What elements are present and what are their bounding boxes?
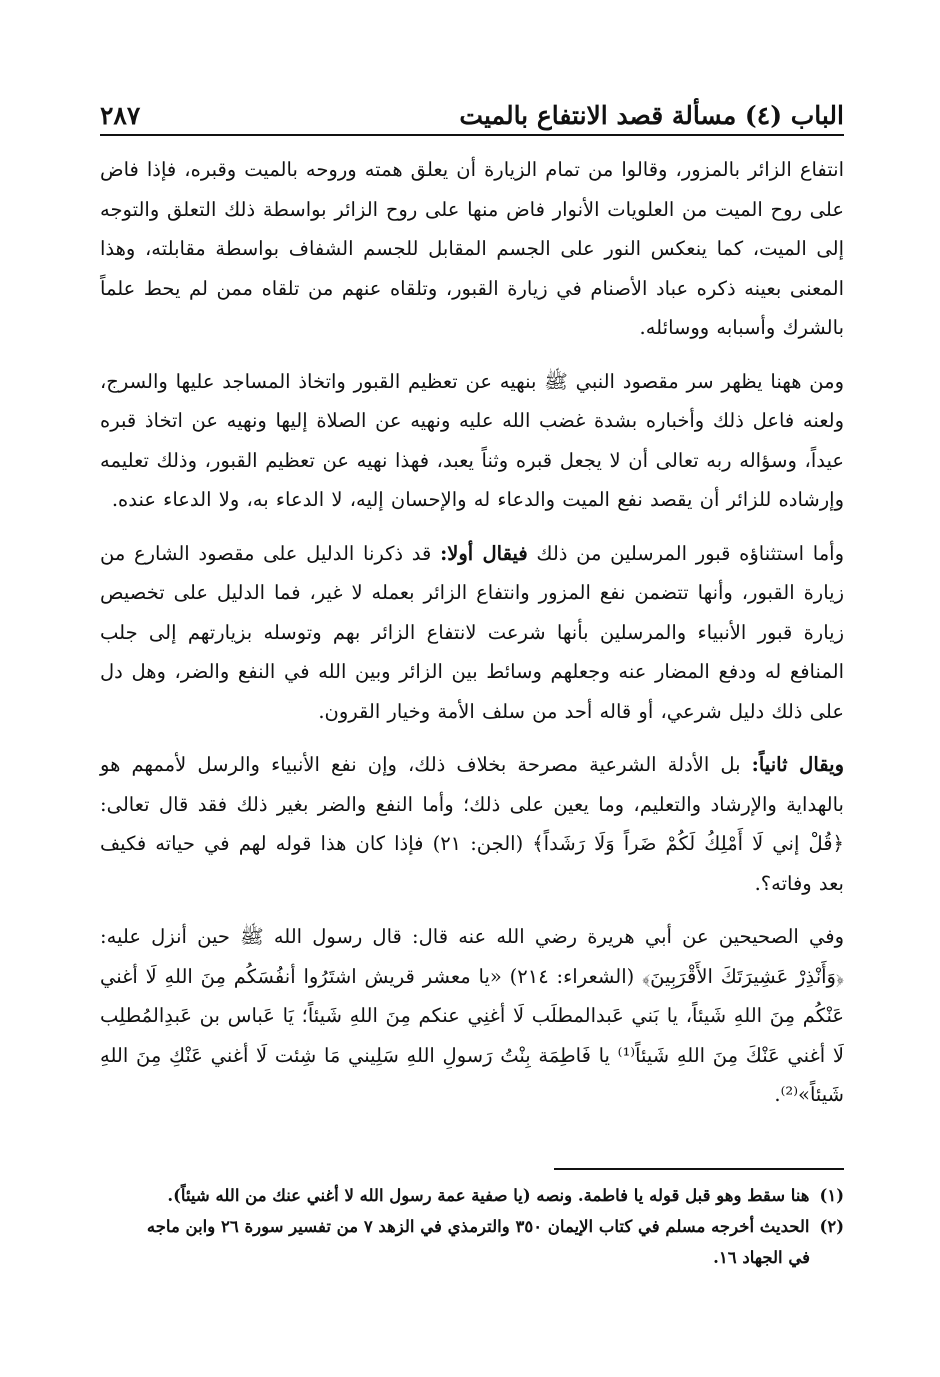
paragraph-1-text: انتفاع الزائر بالمزور، وقالوا من تمام الزيارة أن يعلق همته وروحه بالميت وقبره، فإذا فاض على روح الميت من العلويات الأنوار فاض منها على روح الزائر بواسطة ذلك التعلق والتوجه إلى الميت، كما ينعكس النور على الجسم المقابل للجسم الشفاف بواسطة مقابلته، وهذا المعنى بعينه ذكره عباد الأصنام في زيارة القبور، وتلقاه عنهم من تلقاه ممن لم يحط علماً بالشرك وأسبابه ووسائله.	[100, 158, 844, 339]
footnote-2-continuation-text: في الجهاد ١٦.	[713, 1248, 810, 1267]
paragraph-4	[100, 745, 844, 903]
footnote-2	[100, 1211, 844, 1242]
header-divider	[100, 134, 844, 136]
paragraph-5	[100, 917, 844, 1115]
footnote-2-number: (٢)	[819, 1217, 844, 1236]
footnote-divider	[554, 1168, 844, 1170]
paragraph-4-text: بل الأدلة الشرعية مصرحة بخلاف ذلك، وإن نفع الأنبياء والرسل لأممهم هو بالهداية والإرشاد والتعليم، وما يعين على ذلك؛ وأما النفع والضر بغير ذلك فقد قال تعالى: ﴿قُلْ إني لَا أَمْلِكُ لَكُمْ ضَراً وَلَا رَشَداً﴾ (الجن: ٢١) فإذا كان هذا قوله لهم في حياته فكيف بعد وفاته؟.	[100, 753, 844, 895]
paragraph-2-text: ومن ههنا يظهر سر مقصود النبي ﷺ بنهيه عن تعظيم القبور واتخاذ المساجد عليها والسرج، ولعنه فاعل ذلك وأخباره بشدة غضب الله عليه ونهيه عن الصلاة إليها ونهيه عن اتخاذ قبره عيداً، وسؤاله ربه تعالى أن لا يجعل قبره وثناً يعبد، فهذا نهيه عن تعظيم القبور، وذلك تعليمه وإرشاده للزائر أن يقصد نفع الميت والدعاء له والإحسان إليه، لا الدعاء به، ولا الدعاء عنده.	[100, 369, 844, 511]
paragraph-5-text: وفي الصحيحين عن أبي هريرة رضي الله عنه قال: قال رسول الله ﷺ حين أنزل عليه: ﴿وَأَنْذِرْ عَشِيرَتَكَ الأَقْرَبِينَ﴾ (الشعراء: ٢١٤) «يا معشر قريش اشتَرُوا أنفُسَكُم مِنَ اللهِ لَا أغني عَنْكُم مِنَ اللهِ شَيئاً، يا بَني عَبدالمطلَب لَا أغنِي عنكم مِنَ اللهِ شَيئاً؛ يَا عَباس بن عَبدِالمُطلِب لَا أغني عَنْكَ مِنَ اللهِ شَيئاً⁽¹⁾ يا فَاطِمَة بِنْتُ رَسولِ اللهِ سَلِيني مَا شِئت لَا أغني عَنْكِ مِنَ اللهِ شَيئاً»⁽²⁾.	[100, 925, 845, 1106]
paragraph-3-text: قد ذكرنا الدليل على مقصود الشارع من زيارة القبور، وأنها تتضمن نفع المزور وانتفاع الزائر بعمله لا غير، فما الدليل على تخصيص زيارة قبور الأنبياء والمرسلين بأنها شرعت لانتفاع الزائر بهم وتوسله بزيارتهم إلى جلب المنافع له ودفع المضار عنه وجعلهم وسائط بين الزائر وبين الله في النفع والضر، وهل دل على ذلك دليل شرعي، أو قاله أحد من سلف الأمة وخيار القرون.	[100, 541, 844, 723]
footnote-1-number: (١)	[819, 1186, 844, 1205]
paragraph-3	[100, 534, 844, 732]
page-body	[100, 150, 844, 1129]
running-head	[100, 96, 844, 130]
paragraph-4-bold-lead: ويقال ثانياً:	[751, 753, 844, 776]
paragraph-2	[100, 362, 844, 520]
paragraph-1	[100, 150, 844, 348]
footnote-2-text: الحديث أخرجه مسلم في كتاب الإيمان ٣٥٠ والترمذي في الزهد ٧ من تفسير سورة ٢٦ وابن ماجه	[146, 1217, 810, 1236]
chapter-title: الباب (٤) مسألة قصد الانتفاع بالميت	[459, 101, 844, 130]
footnote-2-continuation	[100, 1242, 810, 1273]
footnote-1-text: هنا سقط وهو قبل قوله يا فاطمة. ونصه (يا صفية عمة رسول الله لا أغني عنك من الله شيئاً).	[167, 1186, 810, 1205]
paragraph-3-bold-lead: فيقال أولا:	[440, 541, 528, 565]
footnote-1	[100, 1180, 844, 1211]
page-number: ٢٨٧	[100, 101, 141, 130]
footnotes	[100, 1180, 844, 1273]
paragraph-3-lead: وأما استثناؤه قبور المرسلين من ذلك	[536, 541, 845, 565]
